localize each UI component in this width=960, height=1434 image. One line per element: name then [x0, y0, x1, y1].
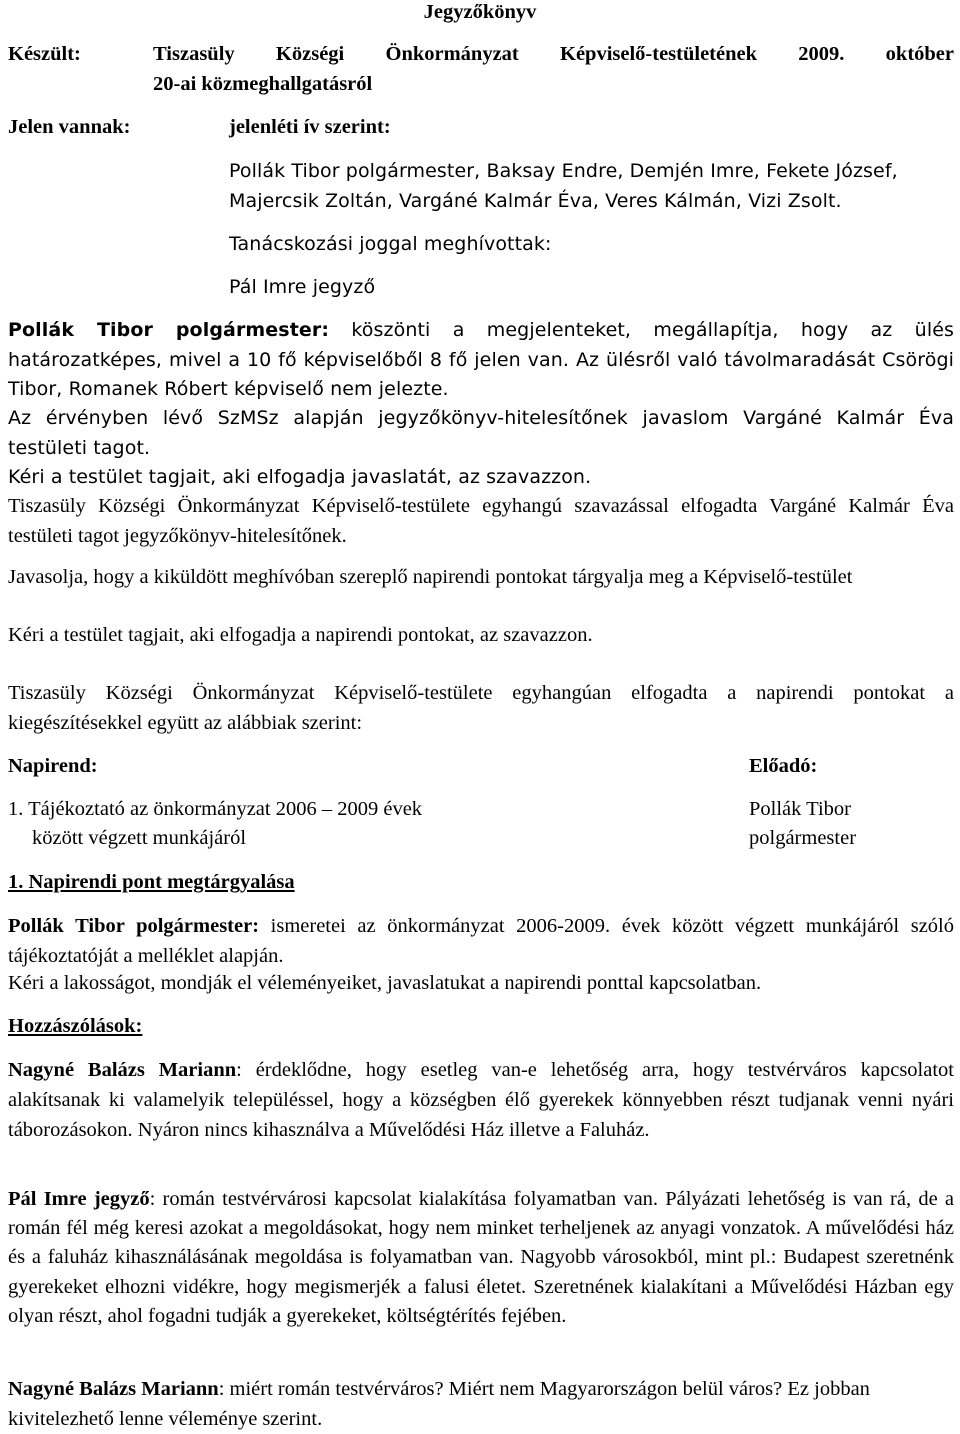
agenda-item-1: [8, 795, 568, 853]
advisory-person: Pál Imre jegyző: [229, 276, 376, 298]
comment-1-speaker: Nagyné Balázs Mariann: [8, 1059, 237, 1081]
present-label: Jelen vannak:: [8, 116, 131, 138]
comment-2: [8, 1185, 954, 1331]
section1-paragraph: [8, 911, 954, 971]
comments-heading: [8, 1012, 954, 1041]
presenter-title: polgármester: [749, 827, 857, 849]
section1-text: ismeretei az önkormányzat 2006-2009. évek között végzett munkájáról szóló tájékoztatóját a melléklet alapján.: [8, 915, 954, 967]
opening-paragraph: [8, 316, 954, 405]
agenda-vote-result: Tiszasüly Községi Önkormányzat Képviselő-testülete egyhangúan elfogadta a napirendi pontokat a kiegészítésekkel együtt az alábbiak szerint:: [8, 682, 954, 734]
presenter-name: Pollák Tibor: [749, 798, 851, 820]
section-heading: [8, 868, 954, 897]
speaker-name: Pollák Tibor polgármester:: [8, 319, 330, 341]
vote-result: Tiszasüly Községi Önkormányzat Képviselő-testülete egyhangú szavazással elfogadta Vargáné Kalmár Éva testületi tagot jegyzőkönyv-hitelesítőnek.: [8, 495, 954, 547]
prepared-line-2: 20-ai közmeghallgatásról: [153, 73, 373, 95]
comment-1: [8, 1055, 954, 1145]
comment-3-speaker: Nagyné Balázs Mariann: [8, 1378, 219, 1400]
comment-2-speaker: Pál Imre jegyző: [8, 1188, 150, 1210]
opening-text: köszönti a megjelenteket, megállapítja, hogy az ülés határozatképes, mivel a 10 fő képviselőből 8 fő jelen van. Az ülésről való távolmaradását Csörögi Tibor, Romanek Róbert képviselő nem jelezte.: [8, 319, 954, 400]
certifier-proposal: Az érvényben lévő SzMSz alapján jegyzőkönyv-hitelesítőnek javaslom Vargáné Kalmár Éva testületi tagot.: [8, 407, 954, 459]
document-title: Jegyzőkönyv: [423, 1, 537, 23]
prepared-label: Készült:: [8, 43, 81, 65]
present-value: jelenléti ív szerint:: [229, 116, 391, 138]
presenter-label: Előadó:: [749, 755, 818, 777]
agenda-item-1-presenter: [749, 795, 959, 853]
agenda-item-1-line-2: között végzett munkájáról: [32, 827, 247, 849]
comment-3-text: : miért román testvérváros? Miért nem Magyarországon belül város? Ez jobban kivitelezhető lenne véleménye szerint.: [8, 1378, 870, 1430]
members-list: Pollák Tibor polgármester, Baksay Endre, Demjén Imre, Fekete József, Majercsik Zoltán, Vargáné Kalmár Éva, Veres Kálmán, Vizi Zsolt.: [229, 160, 898, 212]
agenda-proposal: Javasolja, hogy a kiküldött meghívóban szereplő napirendi pontokat tárgyalja meg a Képviselő-testület: [8, 566, 853, 588]
comment-3: [8, 1374, 954, 1434]
agenda-vote-request: Kéri a testület tagjait, aki elfogadja a napirendi pontokat, az szavazzon.: [8, 624, 593, 646]
vote-request: Kéri a testület tagjait, aki elfogadja javaslatát, az szavazzon.: [8, 466, 592, 488]
section1-request: Kéri a lakosságot, mondják el véleményeiket, javaslatukat a napirendi ponttal kapcsolatban.: [8, 972, 762, 994]
section1-speaker: Pollák Tibor polgármester:: [8, 915, 260, 937]
comment-2-text: : román testvérvárosi kapcsolat kialakítása folyamatban van. Pályázati lehetőség is van rá, de a román fél még keresi azokat a megoldásokat, hogy nem minket terheljenek az anyagi vonzatok. A művelődési ház és a faluház kihasználásának megoldása is folyamatban van. Nagyobb városokból, mint pl.: Budapest szeretnénk gyerekeket elhozni vidékre, hogy megismerjék a falusi életet. Szeretnének kialakítani a Művelődési Házban egy olyan részt, ahol fogadni tudják a gyerekeket, költségtérítés fejében.: [8, 1188, 954, 1327]
section-heading-text: 1. Napirendi pont megtárgyalása: [8, 871, 295, 893]
prepared-line-1: Tiszasüly Községi Önkormányzat Képviselő-testületének 2009. október: [153, 43, 954, 65]
comment-1-text: : érdeklődne, hogy esetleg van-e lehetőség arra, hogy testvérváros kapcsolatot alakítsanak ki valamelyik településsel, hogy a községben élő gyerekek könnyebben részt tudjanak venni nyári táborozásokon. Nyáron nincs kihasználva a Művelődési Ház illetve a Faluház.: [8, 1059, 954, 1141]
comments-heading-text: Hozzászólások:: [8, 1015, 143, 1037]
agenda-item-1-line-1: 1. Tájékoztató az önkormányzat 2006 – 2009 évek: [8, 798, 423, 820]
agenda-label: Napirend:: [8, 755, 98, 777]
advisory-label: Tanácskozási joggal meghívottak:: [229, 233, 552, 255]
